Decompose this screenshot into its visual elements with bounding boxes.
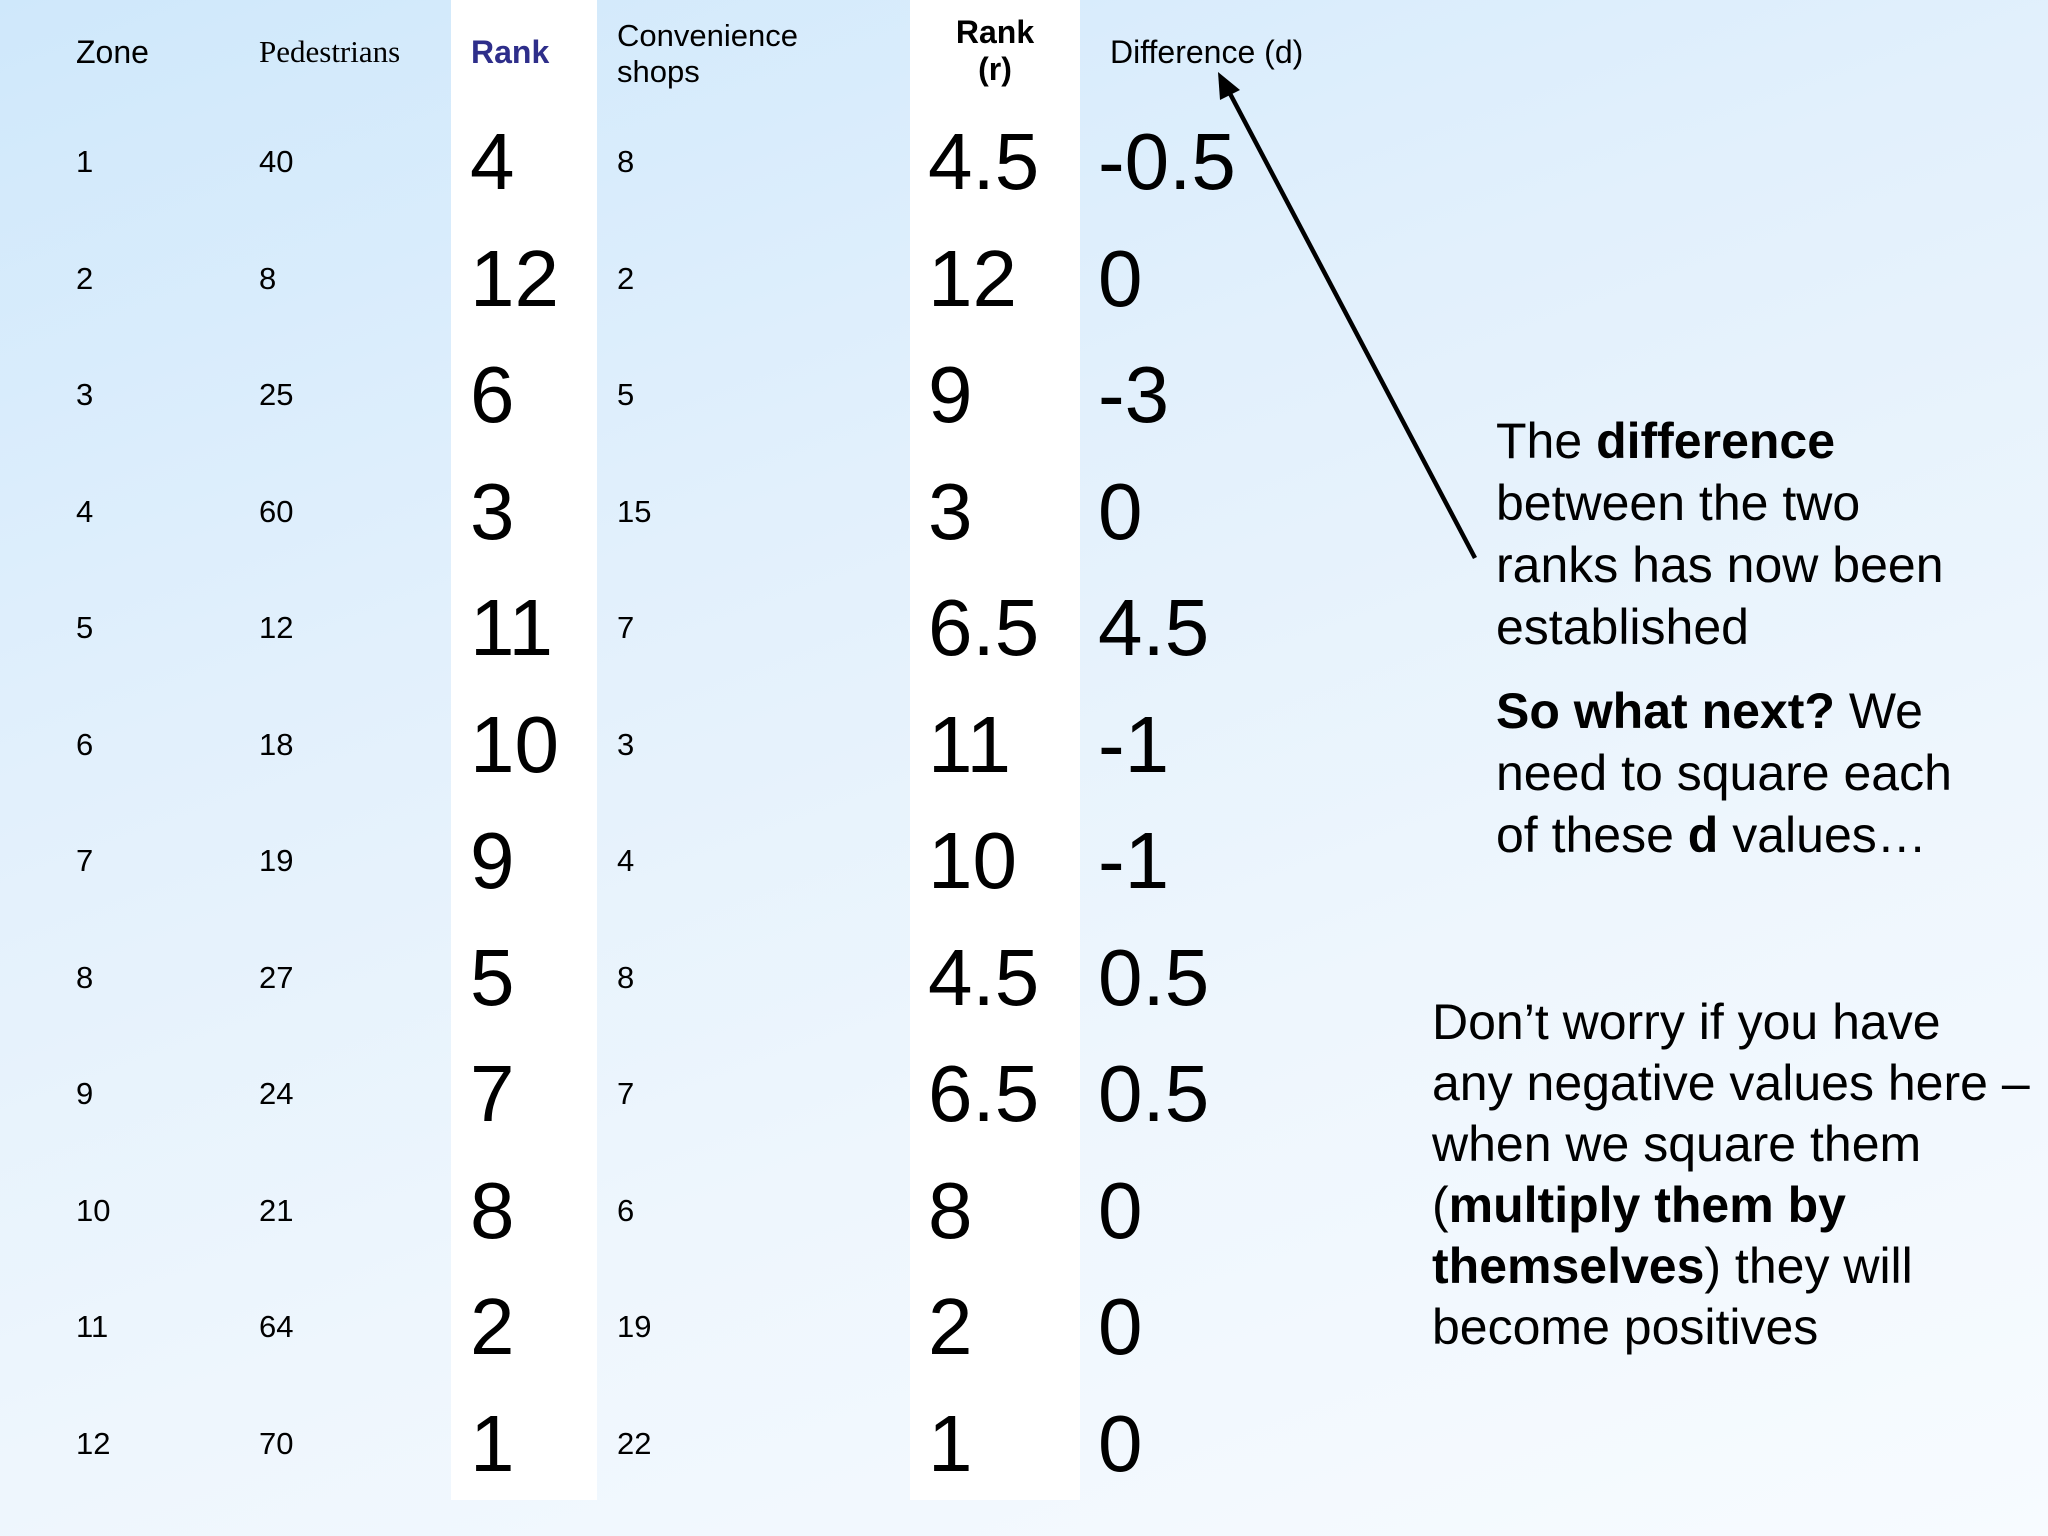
cell-difference: 0 (1098, 233, 1143, 323)
cell-rank: 3 (470, 466, 515, 556)
cell-difference: 0 (1098, 1165, 1143, 1255)
cell-zone: 6 (76, 726, 94, 762)
note1-text-rest: between the two ranks has now been established (1496, 475, 1944, 655)
cell-rank-r: 9 (928, 350, 973, 439)
cell-difference: 4.5 (1098, 583, 1210, 672)
cell-zone: 9 (76, 1076, 94, 1111)
cell-rank-r: 1 (928, 1398, 973, 1488)
cell-convenience-shops: 7 (617, 1076, 635, 1111)
note1-paragraph1 (1496, 410, 1996, 658)
cell-zone: 11 (76, 1309, 109, 1344)
cell-convenience-shops: 8 (617, 959, 635, 995)
cell-convenience-shops: 22 (617, 1425, 652, 1461)
cell-convenience-shops: 19 (617, 1309, 652, 1344)
cell-difference: 0 (1098, 466, 1143, 556)
cell-rank: 10 (470, 699, 559, 789)
cell-rank-r: 11 (928, 699, 1012, 789)
header-rank-r-line1: Rank (955, 14, 1035, 50)
cell-convenience-shops: 8 (617, 144, 635, 179)
cell-difference: 0 (1098, 1282, 1143, 1371)
cell-zone: 1 (76, 144, 94, 179)
cell-pedestrians: 70 (259, 1425, 294, 1461)
cell-pedestrians: 8 (259, 260, 277, 296)
note1-text-end: values… (1718, 807, 1927, 863)
cell-pedestrians: 21 (259, 1192, 294, 1228)
cell-difference: -3 (1098, 350, 1170, 439)
note1-text: The (1496, 413, 1597, 469)
cell-zone: 10 (76, 1192, 111, 1228)
cell-convenience-shops: 3 (617, 726, 635, 762)
cell-pedestrians: 19 (259, 843, 294, 878)
arrow-line (1226, 86, 1475, 558)
note1-bold-difference: difference (1596, 413, 1836, 469)
cell-rank: 2 (470, 1282, 515, 1371)
cell-pedestrians: 64 (259, 1309, 294, 1344)
cell-rank-r: 4.5 (928, 932, 1040, 1022)
cell-difference: -0.5 (1098, 117, 1236, 206)
cell-pedestrians: 27 (259, 959, 294, 995)
cell-rank-r: 12 (928, 233, 1017, 323)
header-difference: Difference (d) (1110, 34, 1304, 70)
cell-rank: 4 (470, 117, 515, 206)
cell-convenience-shops: 2 (617, 260, 635, 296)
cell-rank: 12 (470, 233, 559, 323)
note-difference-established (1496, 410, 1996, 866)
header-shops-line2: shops (617, 53, 700, 89)
note2-text-end: ) they will become positives (1432, 1238, 1913, 1355)
header-shops-line1: Convenience (617, 18, 798, 53)
cell-convenience-shops: 6 (617, 1192, 635, 1228)
note1-bold-d: d (1687, 807, 1719, 863)
cell-rank-r: 6.5 (928, 583, 1040, 672)
cell-rank: 5 (470, 932, 515, 1022)
header-pedestrians: Pedestrians (259, 34, 401, 69)
cell-zone: 8 (76, 959, 94, 995)
header-zone: Zone (76, 34, 149, 70)
cell-rank: 6 (470, 350, 515, 439)
cell-difference: 0.5 (1098, 1049, 1210, 1138)
note1-text-mid: We need to square each of these (1496, 683, 1952, 863)
cell-zone: 12 (76, 1425, 111, 1461)
cell-convenience-shops: 5 (617, 377, 635, 412)
cell-convenience-shops: 4 (617, 843, 635, 878)
cell-pedestrians: 25 (259, 377, 294, 412)
cell-rank: 7 (470, 1049, 515, 1138)
cell-zone: 2 (76, 260, 94, 296)
cell-rank: 8 (470, 1165, 515, 1255)
cell-rank: 1 (470, 1398, 515, 1488)
cell-pedestrians: 60 (259, 493, 294, 529)
cell-pedestrians: 12 (259, 610, 294, 645)
cell-convenience-shops: 15 (617, 493, 652, 529)
cell-rank-r: 3 (928, 466, 973, 556)
note2-text: Don’t worry if you have any negative values here – when we square them ( (1432, 994, 2030, 1233)
header-rank-r-line2: (r) (978, 50, 1012, 87)
note2-bold-multiply: multiply them by themselves (1432, 1177, 1846, 1294)
cell-zone: 4 (76, 493, 94, 529)
note1-paragraph2 (1496, 680, 1996, 866)
cell-rank-r: 8 (928, 1165, 973, 1255)
cell-difference: -1 (1098, 816, 1170, 905)
cell-zone: 3 (76, 377, 94, 412)
cell-difference: 0.5 (1098, 932, 1210, 1022)
cell-rank: 9 (470, 816, 515, 905)
cell-zone: 7 (76, 843, 94, 878)
cell-pedestrians: 40 (259, 144, 294, 179)
cell-rank-r: 10 (928, 816, 1017, 905)
cell-difference: 0 (1098, 1398, 1143, 1488)
cell-zone: 5 (76, 610, 94, 645)
header-rank: Rank (471, 34, 550, 70)
cell-convenience-shops: 7 (617, 610, 635, 645)
cell-rank-r: 4.5 (928, 117, 1040, 206)
cell-rank-r: 6.5 (928, 1049, 1040, 1138)
cell-pedestrians: 18 (259, 726, 294, 762)
cell-pedestrians: 24 (259, 1076, 294, 1111)
cell-difference: -1 (1098, 699, 1170, 789)
note1-bold-so-what-next: So what next? (1496, 683, 1835, 739)
cell-rank: 11 (470, 583, 554, 672)
cell-rank-r: 2 (928, 1282, 973, 1371)
note-negative-values (1432, 992, 2032, 1358)
